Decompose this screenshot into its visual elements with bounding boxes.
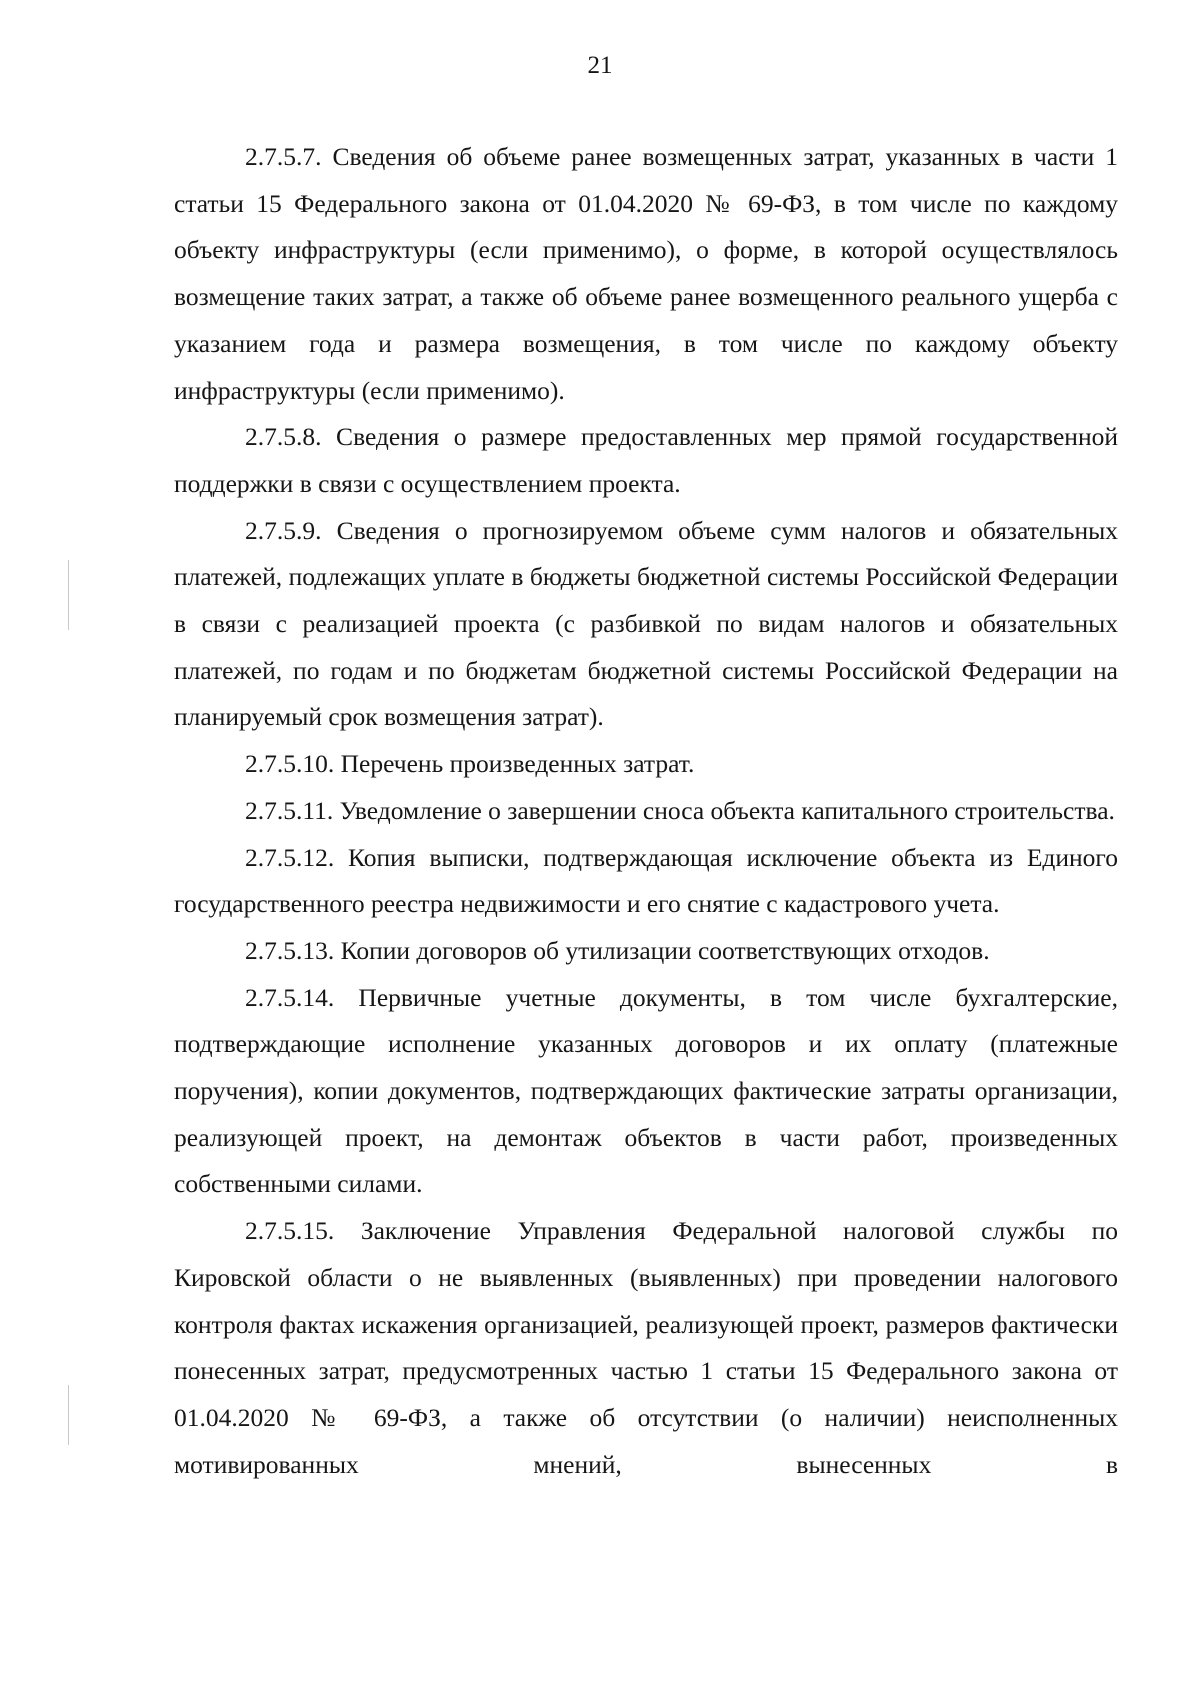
paragraph-2-7-5-7: 2.7.5.7. Сведения об объеме ранее возмещенных затрат, указанных в части 1 статьи 15 Федерального закона от 01.04.2020 № 69-ФЗ, в том числе по каждому объекту инфраструктуры (если применимо), о форме, в которой осуществлялось возмещение таких затрат, а также об объеме ранее возмещенного реального ущерба с указанием года и размера возмещения, в том числе по каждому объекту инфраструктуры (если применимо). xyxy=(174,142,1118,405)
document-body xyxy=(174,134,1118,1488)
paragraph-2-7-5-14: 2.7.5.14. Первичные учетные документы, в том числе бухгалтерские, подтверждающие исполнение указанных договоров и их оплату (платежные поручения), копии документов, подтверждающих фактические затраты организации, реализующей проект, на демонтаж объектов в части работ, произведенных собственными силами. xyxy=(174,982,1118,1199)
page-number: 21 xyxy=(587,52,613,79)
scan-margin-mark xyxy=(68,1385,69,1445)
paragraph-2-7-5-11: 2.7.5.11. Уведомление о завершении сноса объекта капитального строительства. xyxy=(245,795,1115,825)
paragraph-2-7-5-10: 2.7.5.10. Перечень произведенных затрат. xyxy=(245,749,695,779)
paragraph-2-7-5-13: 2.7.5.13. Копии договоров об утилизации соответствующих отходов. xyxy=(245,935,990,965)
paragraph-2-7-5-15: 2.7.5.15. Заключение Управления Федеральной налоговой службы по Кировской области о не выявленных (выявленных) при проведении налогового контроля фактах искажения организацией, реализующей проект, размеров фактически понесенных затрат, предусмотренных частью 1 статьи 15 Федерального закона от 01.04.2020 № 69-ФЗ, а также об отсутствии (о наличии) неисполненных мотивированных мнений, вынесенных в xyxy=(174,1216,1118,1479)
paragraph-2-7-5-9: 2.7.5.9. Сведения о прогнозируемом объеме сумм налогов и обязательных платежей, подлежащих уплате в бюджеты бюджетной системы Российской Федерации в связи с реализацией проекта (с разбивкой по видам налогов и обязательных платежей, по годам и по бюджетам бюджетной системы Российской Федерации на планируемый срок возмещения затрат). xyxy=(174,515,1118,732)
paragraph-2-7-5-12: 2.7.5.12. Копия выписки, подтверждающая исключение объекта из Единого государственного реестра недвижимости и его снятие с кадастрового учета. xyxy=(174,842,1118,919)
scan-margin-mark xyxy=(68,560,69,630)
paragraph-2-7-5-8: 2.7.5.8. Сведения о размере предоставленных мер прямой государственной поддержки в связи с осуществлением проекта. xyxy=(174,422,1118,498)
